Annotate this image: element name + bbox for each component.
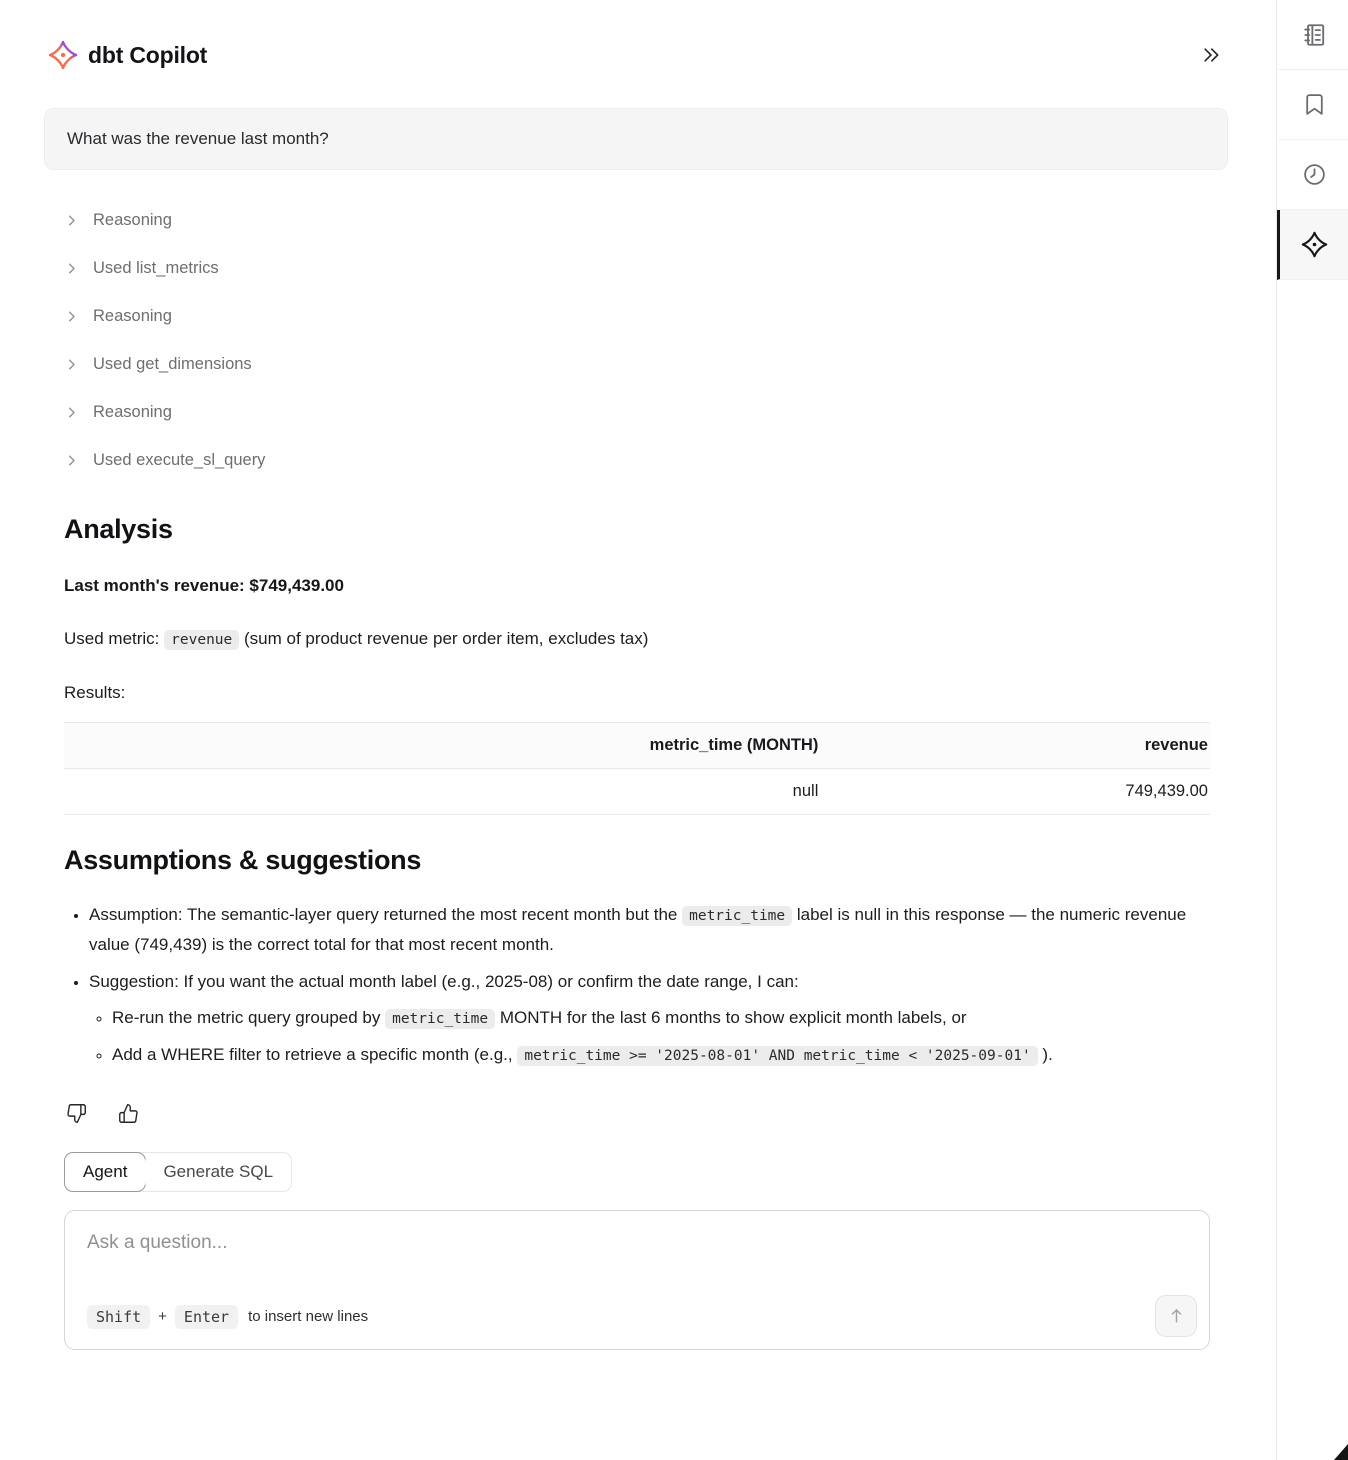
assumption-item — [89, 900, 1210, 960]
step-reasoning-2[interactable] — [64, 292, 1210, 340]
notebook-icon — [1301, 22, 1327, 48]
step-label: Reasoning — [93, 210, 172, 229]
chevron-right-icon — [64, 452, 80, 468]
suggestion-subitem-rerun — [112, 1003, 1210, 1033]
suggestion-text: Suggestion: If you want the actual month label (e.g., 2025-08) or confirm the date range, I can: — [89, 971, 799, 991]
results-table — [64, 722, 1210, 815]
step-used-list-metrics[interactable] — [64, 244, 1210, 292]
rail-item-history[interactable] — [1277, 140, 1348, 210]
send-button[interactable] — [1155, 1295, 1197, 1337]
assumptions-list — [68, 900, 1210, 1070]
thumbs-down-button[interactable] — [58, 1096, 94, 1132]
user-message — [44, 108, 1228, 170]
used-metric-line — [64, 626, 1210, 652]
used-metric-label: Used metric: — [64, 629, 160, 649]
enter-key-chip: Enter — [175, 1305, 238, 1329]
panel-header — [44, 34, 1228, 76]
thumbs-up-icon — [118, 1103, 139, 1124]
question-input-box — [64, 1210, 1210, 1350]
chevron-right-icon — [64, 404, 80, 420]
column-header-revenue: revenue — [820, 723, 1210, 769]
assumptions-heading: Assumptions & suggestions — [64, 845, 422, 876]
metric-time-code-chip: metric_time — [682, 906, 792, 926]
used-metric-description: (sum of product revenue per order item, excludes tax) — [244, 629, 649, 649]
cell-revenue: 749,439.00 — [820, 769, 1210, 815]
step-label: Used list_metrics — [93, 258, 219, 277]
rail-item-bookmark[interactable] — [1277, 70, 1348, 140]
collapse-panel-button[interactable] — [1194, 38, 1228, 72]
step-reasoning-1[interactable] — [64, 196, 1210, 244]
newline-hint — [87, 1305, 368, 1329]
revenue-summary: Last month's revenue: $749,439.00 — [64, 576, 344, 595]
column-header-metric-time: metric_time (MONTH) — [64, 723, 820, 769]
step-label: Used get_dimensions — [93, 354, 252, 373]
right-icon-rail — [1276, 0, 1348, 1460]
rail-item-dbt-copilot[interactable] — [1277, 210, 1348, 280]
chevron-right-icon — [64, 212, 80, 228]
step-used-get-dimensions[interactable] — [64, 340, 1210, 388]
page-title: dbt Copilot — [88, 41, 208, 68]
step-used-execute-sl-query[interactable] — [64, 436, 1210, 484]
agent-steps-list — [64, 196, 1210, 484]
suggestion-sublist — [89, 1003, 1210, 1070]
feedback-buttons — [58, 1096, 1210, 1132]
dbt-copilot-logo-icon — [48, 39, 78, 71]
assumption-text: label is null in this response — the numeric revenue value (749,439) is the correct total for that most recent month. — [89, 905, 1187, 954]
suggestion-text: Re-run the metric query grouped by — [112, 1008, 381, 1028]
chevrons-right-icon — [1201, 45, 1221, 65]
chevron-right-icon — [64, 308, 80, 324]
arrow-up-icon — [1167, 1306, 1186, 1325]
mode-agent-tab[interactable]: Agent — [64, 1152, 146, 1192]
chevron-right-icon — [64, 260, 80, 276]
shift-key-chip: Shift — [87, 1305, 150, 1329]
mode-toggle — [64, 1152, 292, 1192]
suggestion-subitem-where-filter — [112, 1040, 1210, 1070]
step-label: Reasoning — [93, 306, 172, 325]
analysis-heading: Analysis — [64, 514, 173, 544]
results-label: Results: — [64, 682, 126, 702]
metric-code-chip: revenue — [164, 630, 239, 650]
hint-text: to insert new lines — [248, 1308, 369, 1326]
suggestion-text: ). — [1042, 1045, 1053, 1065]
where-filter-code-chip: metric_time >= '2025-08-01' AND metric_time < '2025-09-01' — [517, 1046, 1037, 1066]
dbt-copilot-icon — [1301, 231, 1328, 258]
mode-generate-sql-tab[interactable]: Generate SQL — [145, 1153, 291, 1191]
rail-item-notebook[interactable] — [1277, 0, 1348, 70]
clock-icon — [1302, 162, 1327, 187]
step-label: Reasoning — [93, 402, 172, 421]
assumption-text: Assumption: The semantic-layer query returned the most recent month but the — [89, 905, 678, 925]
chevron-right-icon — [64, 356, 80, 372]
table-row — [64, 769, 1210, 815]
question-input[interactable] — [65, 1211, 1209, 1283]
suggestion-text: Add a WHERE filter to retrieve a specific month (e.g., — [112, 1045, 513, 1065]
bookmark-icon — [1302, 92, 1327, 117]
user-message-text: What was the revenue last month? — [67, 129, 329, 148]
suggestion-text: MONTH for the last 6 months to show explicit month labels, or — [499, 1008, 967, 1028]
thumbs-up-button[interactable] — [110, 1096, 146, 1132]
suggestion-item — [89, 967, 1210, 1070]
assistant-response — [64, 514, 1210, 1350]
plus-sign: + — [158, 1308, 167, 1326]
cell-metric-time: null — [64, 769, 820, 815]
thumbs-down-icon — [66, 1103, 87, 1124]
results-table-header-row — [64, 723, 1210, 769]
step-label: Used execute_sl_query — [93, 450, 266, 469]
step-reasoning-3[interactable] — [64, 388, 1210, 436]
metric-time-code-chip: metric_time — [385, 1009, 495, 1029]
